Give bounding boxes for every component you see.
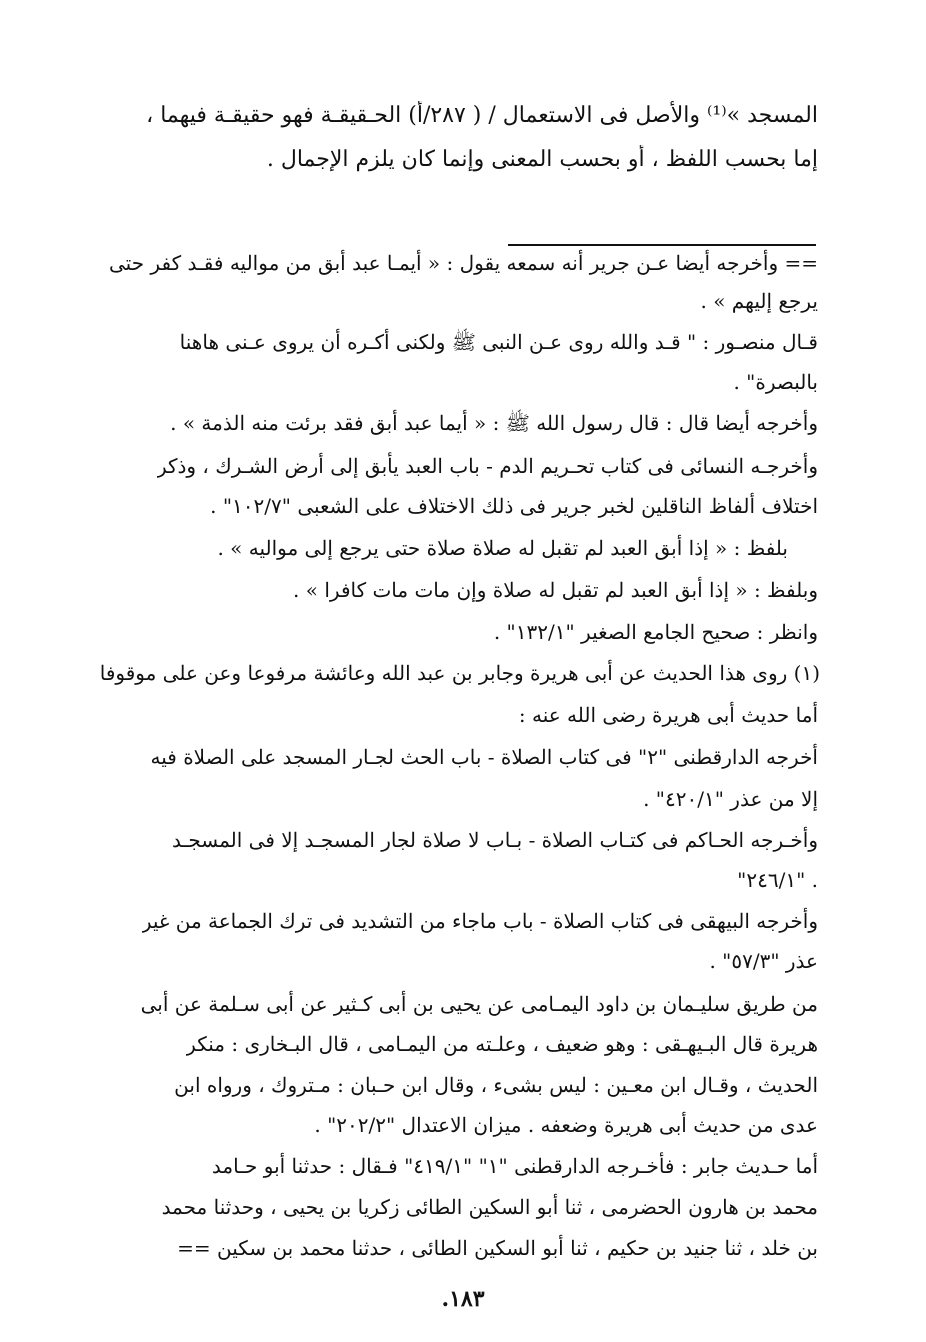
footnote-line: (١) روى هذا الحديث عن أبى هريرة وجابر بن عبد الله وعائشة مرفوعا وعن على موقوفا xyxy=(99,661,820,685)
footnote-line: بالبصرة" . xyxy=(733,370,818,394)
footnote-line: عدى من حديث أبى هريرة وضعفه . ميزان الاعتدال "٢٠٢/٢" . xyxy=(314,1113,818,1137)
footnote-line: إلا من عذر "٤٢٠/١" . xyxy=(643,787,818,811)
footnote-line: محمد بن هارون الحضرمى ، ثنا أبو السكين الطائى زكريا بن يحيى ، وحدثنا محمد xyxy=(161,1195,818,1219)
footnote-line: عذر "٥٧/٣" . xyxy=(709,949,818,973)
footnote-line: أما حديث أبى هريرة رضى الله عنه : xyxy=(518,703,818,727)
footnote-line: "٢٤٦/١" . xyxy=(737,868,818,892)
footnote-line: وأخرجه أيضا قال : قال رسول الله ﷺ : « أيما عبد أبق فقد برئت منه الذمة » . xyxy=(170,411,818,435)
footnote-line: يرجع إليهم » . xyxy=(700,289,818,313)
main-text-line-2: إما بحسب اللفظ ، أو بحسب المعنى وإنما كان يلزم الإجمال . xyxy=(266,147,818,172)
footnote-line: من طريق سليـمان بن داود اليمـامى عن يحيى بن أبى كـثير عن أبى سـلمة عن أبى xyxy=(140,992,818,1016)
footnote-line: وأخرجـه النسائى فى كتاب تحـريم الدم - باب العبد يأبق إلى أرض الشـرك ، وذكر xyxy=(156,454,818,478)
main-text-line-1: المسجد »⁽¹⁾ والأصل فى الاستعمال / ( ٢٨٧/أ) الحـقيقـة فهو حقيقـة فيهما ، xyxy=(146,103,818,128)
footnote-line: قـال منصـور : " قـد والله روى عـن النبى ﷺ ولكنى أكـره أن يروى عـنى هاهنا xyxy=(179,330,818,354)
footnote-line: أخرجه الدارقطنى "٢" فى كتاب الصلاة - باب الحث لجـار المسجد على الصلاة فيه xyxy=(150,745,818,769)
footnote-divider xyxy=(508,244,816,246)
footnote-line: الحديث ، وقـال ابن معـين : ليس بشىء ، وقال ابن حـبان : مـتروك ، ورواه ابن xyxy=(174,1073,818,1097)
footnote-line: اختلاف ألفاظ الناقلين لخبر جرير فى ذلك الاختلاف على الشعبى "١٠٢/٧" . xyxy=(210,494,818,518)
footnote-line: بلفظ : « إذا أبق العبد لم تقبل له صلاة صلاة حتى يرجع إلى مواليه » . xyxy=(217,536,788,560)
footnote-line: أما حـديث جابر : فأخـرجه الدارقطنى "١" "٤١٩/١" فـقال : حدثنا أبو حـامد xyxy=(211,1154,818,1178)
page-number: ١٨٣. xyxy=(441,1286,485,1312)
footnote-line: هريرة قال البـيهـقى : وهو ضعيف ، وعلـته من اليمـامى ، قال البـخارى : منكر xyxy=(186,1032,818,1056)
footnote-line: وأخرجه البيهقى فى كتاب الصلاة - باب ماجاء من التشديد فى ترك الجماعة من غير xyxy=(141,909,818,933)
footnote-line: وأخـرجه الحـاكم فى كتـاب الصلاة - بـاب لا صلاة لجار المسجـد إلا فى المسجـد xyxy=(171,828,818,852)
footnote-line: وانظر : صحيح الجامع الصغير "١٣٢/١" . xyxy=(493,620,818,644)
footnote-line: وبلفظ : « إذا أبق العبد لم تقبل له صلاة وإن مات مات كافرا » . xyxy=(293,578,818,602)
footnote-line: == وأخرجه أيضا عـن جرير أنه سمعه يقول : « أيمـا عبد أبق من مواليه فقـد كفر حتى xyxy=(108,251,818,275)
footnote-line: بن خلد ، ثنا جنيد بن حكيم ، ثنا أبو السكين الطائى ، حدثنا محمد بن سكين == xyxy=(177,1236,818,1260)
